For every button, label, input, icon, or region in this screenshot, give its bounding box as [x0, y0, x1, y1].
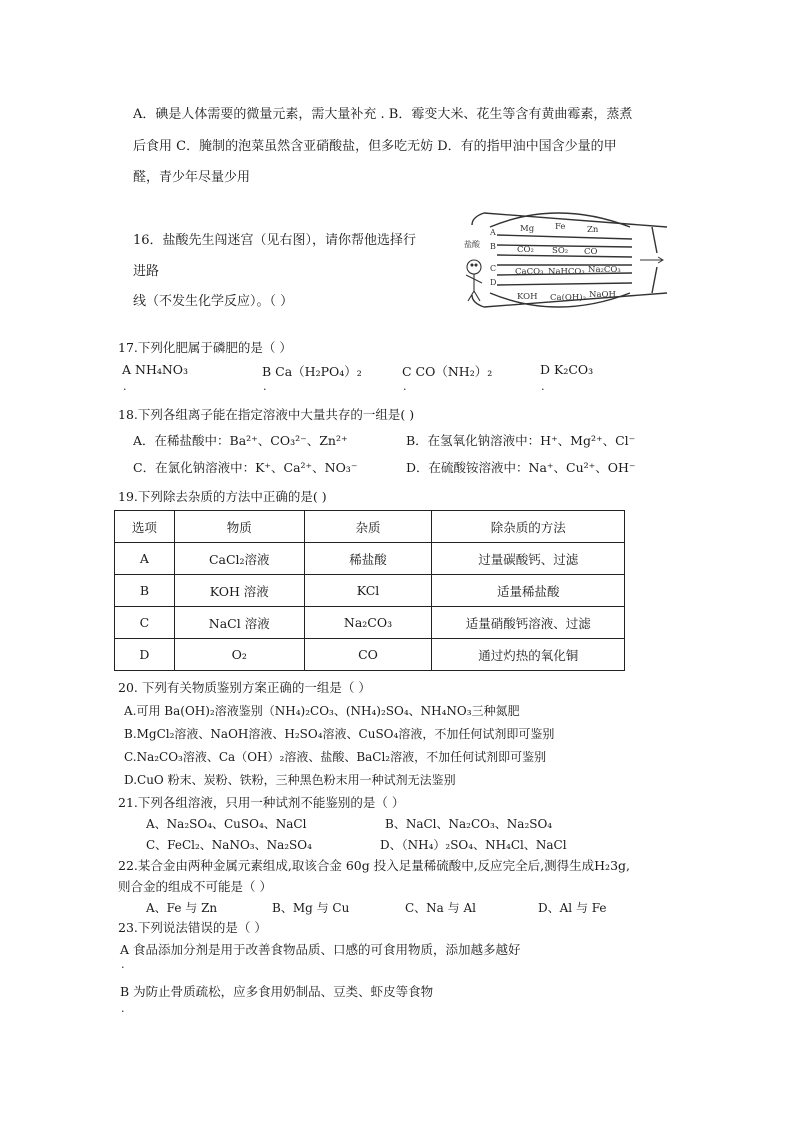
maze-cell: KOH [517, 292, 538, 302]
table-cell: Na₂CO₃ [304, 607, 432, 639]
table-row [115, 607, 625, 639]
route-a-label: A [490, 228, 496, 237]
q22-stem-line-1: 22.某合金由两种金属元素组成,取该合金 60g 投入足量稀硫酸中,反应完全后,测得生成H₂3g, [118, 858, 630, 873]
table-cell: CaCl₂溶液 [174, 543, 304, 575]
bullet-dot: . [123, 380, 127, 393]
table-cell: 适量稀盐酸 [432, 575, 625, 607]
q22-option-b: B、Mg 与 Cu [272, 901, 350, 915]
q18-stem: 18.下列各组离子能在指定溶液中大量共存的一组是( ) [118, 407, 415, 422]
table-cell: CO [304, 639, 432, 671]
table-cell: NaCl 溶液 [174, 607, 304, 639]
purification-table [114, 510, 625, 671]
q21-option-b: B、NaCl、Na₂CO₃、Na₂SO₄ [385, 817, 553, 831]
table-row [115, 639, 625, 671]
q17-option-c: C CO（NH₂）₂ [402, 364, 493, 379]
table-cell: B [115, 575, 175, 607]
maze-cell: CO₂ [517, 245, 534, 255]
q20-option-a: A.可用 Ba(OH)₂溶液鉴别（NH₄)₂CO₃、(NH₄)₂SO₄、NH₄NO₃三种氮肥 [124, 704, 520, 718]
bullet-dot: . [121, 1002, 125, 1015]
maze-cell: Na₂CO₃ [588, 265, 621, 275]
maze-cell: Zn [587, 225, 599, 235]
q20-option-b: B.MgCl₂溶液、NaOH溶液、H₂SO₄溶液、CuSO₄溶液，不加任何试剂即可鉴别 [124, 727, 555, 741]
maze-start-label: 盐酸 [464, 240, 480, 249]
q22-option-d: D、Al 与 Fe [538, 901, 607, 915]
maze-cell: SO₂ [552, 246, 569, 256]
table-cell: 通过灼热的氧化铜 [432, 639, 625, 671]
maze-cell: CaCO₃ [515, 267, 544, 277]
q22-option-a: A、Fe 与 Zn [146, 901, 218, 915]
table-cell: O₂ [174, 639, 304, 671]
q17-option-b: B Ca（H₂PO₄）₂ [262, 364, 362, 379]
q15-line-3: 醛，青少年尽量少用 [133, 170, 251, 185]
q23-stem: 23.下列说法错误的是（ ） [118, 920, 267, 935]
table-cell: D [115, 639, 175, 671]
q22-stem-line-2: 则合金的组成不可能是（ ） [118, 879, 272, 894]
table-header-cell: 杂质 [304, 511, 432, 543]
bullet-dot: . [541, 380, 545, 393]
q20-stem: 20. 下列有关物质鉴别方案正确的一组是（ ） [118, 680, 371, 695]
q16-line-1: 16．盐酸先生闯迷宫（见右图），请你帮他选择行 [133, 233, 417, 248]
q21-option-c: C、FeCl₂、NaNO₃、Na₂SO₄ [146, 838, 312, 852]
q18-option-b: B．在氢氧化钠溶液中：H⁺、Mg²⁺、Cl⁻ [406, 433, 636, 448]
q18-option-d: D．在硫酸铵溶液中：Na⁺、Cu²⁺、OH⁻ [406, 460, 636, 475]
table-header-row [115, 511, 625, 543]
mr-hydrochloric-acid-figure [466, 260, 482, 301]
q18-option-c: C．在氯化钠溶液中：K⁺、Ca²⁺、NO₃⁻ [133, 460, 358, 475]
route-b-label: B [490, 242, 496, 251]
table-header-cell: 选项 [115, 511, 175, 543]
q20-option-c: C.Na₂CO₃溶液、Ca（OH）₂溶液、盐酸、BaCl₂溶液，不加任何试剂即可鉴别 [124, 750, 547, 764]
table-cell: 稀盐酸 [304, 543, 432, 575]
q21-option-d: D、（NH₄）₂SO₄、NH₄Cl、NaCl [380, 838, 567, 852]
table-cell: KCl [304, 575, 432, 607]
bullet-dot: . [403, 380, 407, 393]
q21-option-a: A、Na₂SO₄、CuSO₄、NaCl [146, 817, 307, 831]
q15-line-1: A．碘是人体需要的微量元素，需大量补充 . B．霉变大米、花生等含有黄曲霉素，蒸煮 [133, 107, 633, 122]
q23-option-a: A 食品添加分剂是用于改善食物品质、口感的可食用物质，添加越多越好 [120, 942, 521, 957]
maze-cell: Fe [555, 222, 566, 232]
route-c-label: C [490, 264, 497, 273]
maze-cell: Ca(OH)₂ [550, 293, 586, 303]
table-cell: 过量碳酸钙、过滤 [432, 543, 625, 575]
q17-option-a: A NH₄NO₃ [122, 362, 189, 377]
q18-option-a: A．在稀盐酸中：Ba²⁺、CO₃²⁻、Zn²⁺ [133, 433, 348, 448]
q17-stem: 17.下列化肥属于磷肥的是（ ） [118, 340, 292, 355]
bullet-dot: . [263, 380, 267, 393]
q21-stem: 21.下列各组溶液，只用一种试剂不能鉴别的是（ ） [118, 795, 405, 810]
maze-figure [462, 205, 672, 315]
q16-line-2: 进路 [133, 264, 160, 279]
maze-cell: NaOH [589, 290, 616, 300]
q17-option-d: D K₂CO₃ [540, 362, 594, 377]
route-d-label: D [490, 278, 497, 287]
q19-stem: 19.下列除去杂质的方法中正确的是( ) [118, 489, 327, 504]
maze-cell: NaHCO₃ [548, 267, 585, 277]
table-cell: A [115, 543, 175, 575]
bullet-dot: . [121, 958, 125, 971]
q16-line-3: 线（不发生化学反应）。（ ） [133, 294, 294, 309]
q23-option-b: B 为防止骨质疏松，应多食用奶制品、豆类、虾皮等食物 [120, 984, 434, 999]
table-header-cell: 除杂质的方法 [432, 511, 625, 543]
maze-cell: Mg [520, 224, 535, 234]
q22-option-c: C、Na 与 Al [405, 901, 476, 915]
table-cell: C [115, 607, 175, 639]
q15-line-2: 后食用 C．腌制的泡菜虽然含亚硝酸盐，但多吃无妨 D．有的指甲油中国含少量的甲 [133, 139, 617, 154]
table-header-cell: 物质 [174, 511, 304, 543]
table-row [115, 543, 625, 575]
q20-option-d: D.CuO 粉末、炭粉、铁粉，三种黑色粉末用一种试剂无法鉴别 [124, 773, 456, 787]
table-cell: 适量硝酸钙溶液、过滤 [432, 607, 625, 639]
maze-cell: CO [584, 247, 598, 257]
table-cell: KOH 溶液 [174, 575, 304, 607]
table-row [115, 575, 625, 607]
